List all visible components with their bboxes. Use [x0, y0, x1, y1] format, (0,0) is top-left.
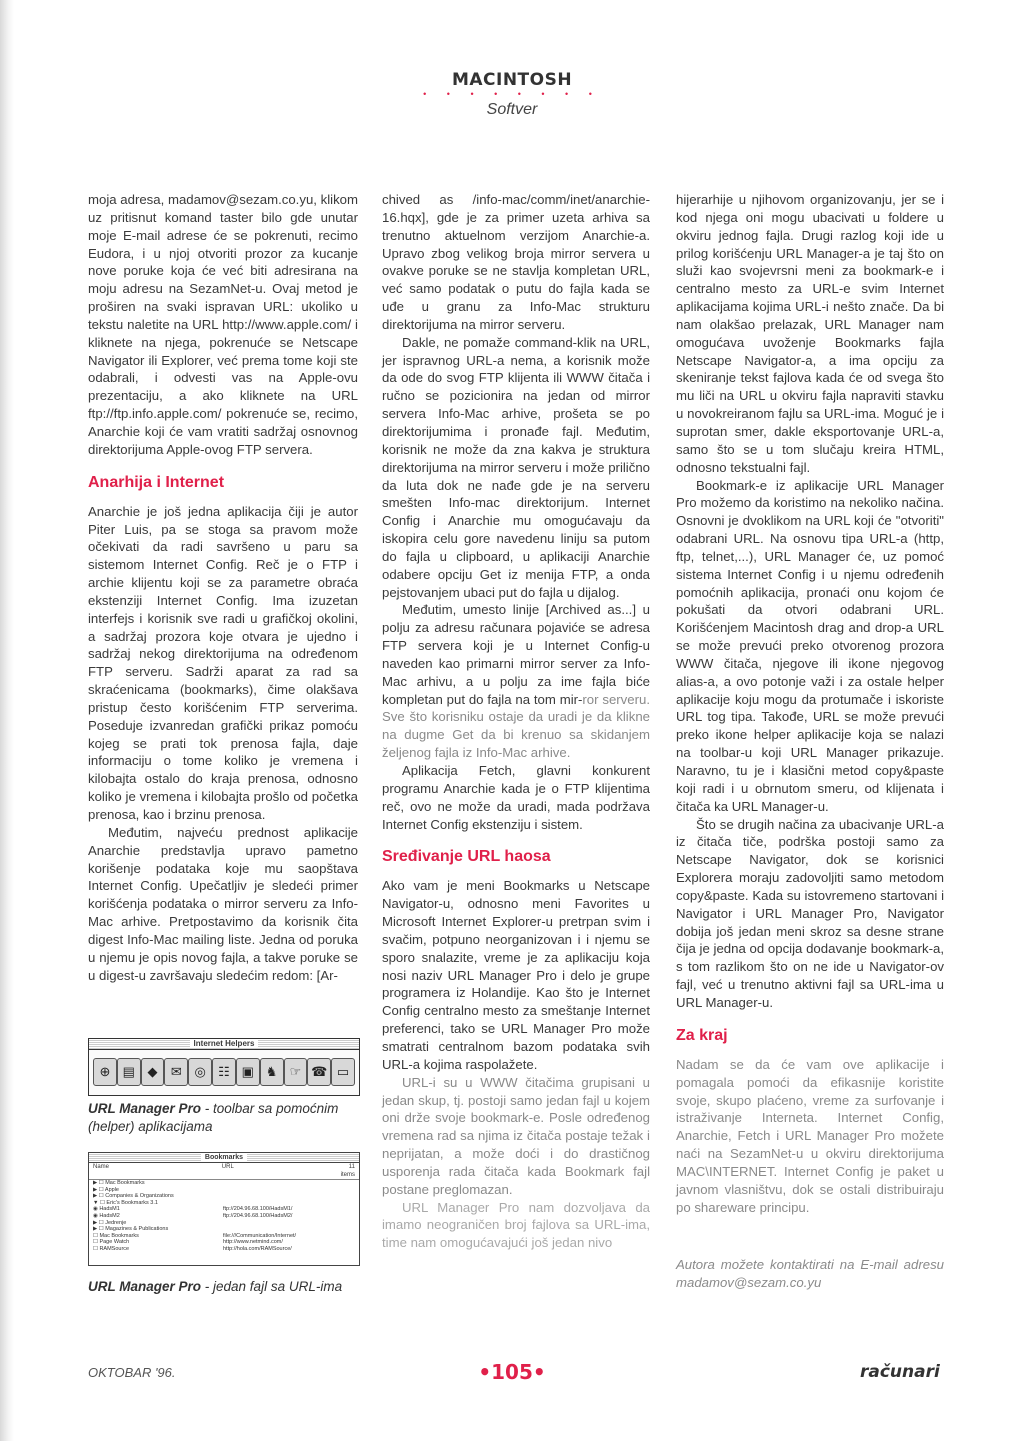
bookmark-loc [343, 1200, 355, 1207]
bookmark-row[interactable] [89, 1220, 359, 1227]
bookmarks-list [89, 1180, 359, 1253]
paragraph: Ako vam je meni Bookmarks u Netscape Navigator-u, odnosno meni Favorites u Microsoft Internet Explorer-u pretrpan svim i svačim, potpuno neorganizovan i i njemu se sporo snalazite, vreme je za aplikaciju koja nosi naziv URL Manager Pro i delo je grupe programera iz Holandije. Kao što je Internet Config centralno mesto za smeštanje Internet preferenci, tako se URL Manager Pro može smatrati centralnom bazom podataka svih URL-a kojima raspolažete. [382, 878, 650, 1072]
column-2 [382, 191, 650, 1252]
paragraph: Međutim, najveću prednost aplikacije Anarchie predstavlja upravo pametno korišenje podataka koje mu saopštava Internet Config. Upečatljiv je sledeći primer korišćenja podataka o mirror serveru za Info-Mac arhive. Pretpostavimo da korisnik čita digest Info-Mac mailing liste. Jedna od poruka u njemu je opis novog fajla, a takve poruke se u digest-u završavaju sledećim redom: [Ar- [88, 824, 358, 983]
phone-icon: ☎ [307, 1058, 331, 1086]
bookmark-row[interactable] [89, 1187, 359, 1194]
bookmark-row[interactable] [89, 1193, 359, 1200]
caption-text: - jedan fajl sa URL-ima [201, 1279, 343, 1294]
bookmark-name: ☐ Mac Bookmarks [93, 1232, 139, 1239]
hand-icon: ☞ [284, 1058, 308, 1086]
network-icon: ☷ [212, 1058, 236, 1086]
bookmark-url [223, 1193, 343, 1200]
bookmark-row[interactable] [89, 1239, 359, 1246]
bookmark-loc [343, 1220, 355, 1227]
folder-icon: ▤ [117, 1058, 141, 1086]
paragraph: URL-i su u WWW čitačima grupisani u jedan skup, tj. postoji samo jedan fajl u kojem oni drže svoje bookmark-e. Posle određenog vremena rad sa njima iz čitača postaje težak i neprijatan, a može doći i do drastičnog usporenja rada čitača kada Bookmark fajl postane preglomazan. [382, 1074, 650, 1197]
bookmark-name: ☐ RAMSource [93, 1245, 130, 1252]
bookmark-name: ▶ ☐ Mac Bookmarks [93, 1180, 145, 1186]
col-items: 11 items [340, 1164, 356, 1178]
caption-bookmarks [88, 1278, 358, 1296]
bookmark-loc [343, 1239, 355, 1246]
paragraph: Što se drugih načina za ubacivanje URL-a iz čitača tiče, podrška postoji samo za Netscape Navigator, dok se korisnici Explorera moraju zadovoljiti samo metodom copy&paste. Kada su istovremeno startovani i Navigator i URL Manager Pro, Navigator dobija još jedan meni skroz sa desne strane čija je jedna od opcija dodavanje bookmark-a, s tom razlikom što on ne ide u Navigator-ov fajl, već u trenutno aktivni fajl sa URL-ima u URL Manager-u. [676, 816, 944, 1010]
terminal-icon: ▣ [236, 1058, 260, 1086]
bookmark-name: ☐ Page Watch [93, 1239, 130, 1246]
bookmark-url [223, 1220, 343, 1227]
paragraph: moja adresa, madamov@sezam.co.yu, klikom uz pritisnut komand taster bilo gde unutar moje E-mail adrese će se pokrenuti, recimo Eudora, i u njoj otvoriti prozor za kucanje nove poruke koja će već biti adresirana na moju adresu na SezamNet-u. Ovaj metod je proširen na svaki ispravan URL: ukoliko u tekstu naletite na URL http://www.apple.com/ i kliknete na njega, pokrenuće se Netscape Navigator ili Explorer, već prema tome koji ste odabrali, i odvesti vas na Apple-ovu prezentaciju, a ako kliknete na URL ftp://ftp.info.apple.com/ pokrenuće se, recimo, Anarchie koji će vam vratiti sadržaj osnovnog direktorijuma Apple-ovog FTP servera. [88, 192, 358, 457]
toolbar-title: Internet Helpers [190, 1039, 259, 1048]
cat-icon: ♞ [260, 1058, 284, 1086]
caption-bold: URL Manager Pro [88, 1101, 202, 1116]
bookmark-name: ▶ ☐ Companies & Organizations [93, 1193, 174, 1200]
diamond-icon: ◆ [141, 1058, 165, 1086]
col-name: Name [93, 1164, 110, 1170]
paragraph: Dakle, ne pomaže command-klik na URL, jer ispravnog URL-a nema, a korisnik može da ode do svog FTP klijenta ili WWW čitača i ručno se pozicionira na jedan od mirror servera Info-Mac arhive, prošeta se po direktorijumima i pronađe fajl. Međutim, korisnik ne može da zna kakva je struktura direktorijuma na mirror serveru i može prilično da luta dok ne nađe gde je na serveru smešten Info-mac direktorijum. Internet Config i Anarchie mu omogućavaju da iskopira celu gore navedenu liniju sa putom do fajla u clipboard, u aplikaciji Anarchie odabere opciju Get iz menija FTP, a onda pejstovanjem ubaci put do fajla u dijalog. [382, 334, 650, 600]
bookmark-loc [343, 1180, 355, 1187]
column-1 [88, 191, 358, 984]
paragraph: hijerarhije u njihovom organizovanju, jer se i kod njega oni mogu ubacivati u foldere u okviru jednog fajla. Drugi razlog koji ide u prilog korišćenju URL Manager-a je taj što on služi kao svojevrsni meni za bookmark-e i centralno mesto za URL-e svim Internet aplikacijama kojima URL-i nešto znače. Da bi nam olakšao prelazak, URL Manager nam omogućava uvoženje Bookmarks fajla Netscape Navigator-a, a ima opciju za skeniranje tekst fajlova kada će od svega što mu liči na URL u okviru fajla napraviti stavku u novokreiranom fajlu sa URL-ima. Moguć je i suprotan smer, dakle eksportovanje URL-a, samo što se u tom slučaju kreira HTML, odnosno tekstualni fajl. [676, 192, 944, 475]
section-subtitle: Softver [486, 101, 538, 118]
bookmark-url [223, 1200, 343, 1207]
bookmark-name: ▶ ☐ Jedrenje [93, 1219, 127, 1226]
caption-bold: URL Manager Pro [88, 1279, 202, 1294]
bookmark-loc [343, 1233, 355, 1240]
bookmark-url: http://www.netmind.com/ [223, 1239, 283, 1246]
paragraph: Anarchie je još jedna aplikacija čiji je autor Piter Luis, pa se stoga sa pravom može očekivati da radi savršeno u paru sa sistemom Internet Config. Reč je o FTP i archie klijentu koji se za parametre obraća ekstenziji Internet Config. Ima izuzetan interfejs i korisnik sve radi u grafičkoj okolini, a sadržaj prozora koje otvara je ujedno i sadržaj nekog direktorijuma na određenom FTP serveru. Sadrži aparat za rad sa skraćenicama (bookmarks), čime olakšava pristup često korišćenim FTP serverima. Poseduje izvanredan grafički prikaz pomoću kojeg se prati tok prenosa fajla, daje informaciju o tome koliko je vremena i kilobajta ostalo do kraja prenosa, odnosno koliko je vremena i kilobajta prošlo od početka prenosa, kao i brzinu prenosa. [88, 503, 358, 822]
bookmark-row[interactable] [89, 1180, 359, 1187]
bookmark-row[interactable] [89, 1200, 359, 1207]
bookmark-row[interactable] [89, 1213, 359, 1220]
section-dots: • • • • • • • • [423, 89, 601, 99]
bookmark-name: ◉ HadsM1 [93, 1206, 120, 1213]
bookmark-name: ▶ ☐ Magazines & Publications [93, 1226, 169, 1233]
globe-icon: ◎ [188, 1058, 212, 1086]
paragraph: Bookmark-e iz aplikacije URL Manager Pro možemo da koristimo na nekoliko načina. Osnovni je dvoklikom na URL koji će "otvoriti" odabrani URL. Na osnovu tipa URL-a (http, ftp, telnet,...), URL Manager će, uz pomoć sistema Internet Config i u njemu određenih pomoćnih aplikacija, pronaći onu kojom će pokušati da otvori odabrani URL. Korišćenjem Macintosh drag and drop-a URL se može prevući preko otvorenog prozora WWW čitača, njegove ili ikone njegovog alias-a, a ovo potonje važi i za ostale helper aplikacije koju mogu da protumače i iskoriste URL tog tipa. Takođe, URL se može prevući preko ikone helper aplikacije koja se nalazi na toolbar-u koji URL Manager prikazuje. Naravno, tu je i klasični metod copy&paste koji radi i u obrnutom smeru, od klijenata i čitača ka URL Manager-u. [676, 477, 944, 814]
bookmarks-title: Bookmarks [201, 1154, 247, 1161]
page-number: •105• [478, 1360, 546, 1384]
bookmark-loc [343, 1213, 355, 1220]
mail-icon: ✉ [164, 1058, 188, 1086]
bookmark-url: ftp://204.96.68.100/HadsM2/ [223, 1212, 293, 1219]
bookmark-loc [343, 1187, 355, 1194]
bookmark-row[interactable] [89, 1206, 359, 1213]
bookmark-loc [343, 1246, 355, 1253]
bookmark-row[interactable] [89, 1233, 359, 1240]
bookmark-url: file:///Communication/Internet/ [223, 1232, 297, 1239]
bookmark-loc [343, 1226, 355, 1233]
paragraph-part-faded: ror serveru. Sve što korisniku ostaje da uradi je da klikne na dugme Get da bi krenuo sa skidanjem željenog fajla iz Info-Mac arhive. [382, 691, 650, 761]
internet-helpers-toolbar [88, 1038, 360, 1096]
toolbar-title-bar [89, 1039, 359, 1050]
bookmarks-window [88, 1152, 360, 1266]
bookmark-url: http://hola.com/RAMSource/ [223, 1245, 292, 1252]
bookmark-url [223, 1226, 343, 1233]
author-contact: Autora možete kontaktirati na E-mail adresu madamov@sezam.co.yu [676, 1257, 944, 1291]
paragraph: URL Manager Pro nam dozvoljava da imamo neograničen broj fajlova sa URL-ima, time nam omogućavajući još jedan nivo [382, 1199, 650, 1251]
column-3 [676, 191, 944, 1292]
bookmark-name: ▼ ☐ Eric's Bookmarks 3.1 [93, 1199, 158, 1206]
bookmark-row[interactable] [89, 1226, 359, 1233]
bookmark-url [223, 1187, 343, 1194]
bookmark-name: ◉ HadsM2 [93, 1212, 120, 1219]
issue-date: OKTOBAR '96. [88, 1365, 176, 1380]
bookmark-url [223, 1180, 343, 1187]
caption-text: - toolbar sa pomoćnim (helper) aplikacijama [88, 1101, 339, 1134]
page-spine-shadow [0, 0, 14, 1441]
bookmarks-title-bar [89, 1153, 359, 1163]
paragraph [382, 601, 650, 762]
toolbar-icons [89, 1050, 359, 1094]
section-title: MACINTOSH [451, 70, 573, 90]
heading-za-kraj: Za kraj [676, 1026, 728, 1044]
col-url: URL [221, 1164, 234, 1170]
bookmarks-header [89, 1163, 359, 1180]
paragraph: chived as /info-mac/comm/inet/anarchie-16.hqx], gde je za primer uzeta arhiva sa trenutno aktuelnom verzijom Anarchie-a. Upravo zbog velikog broja mirror servera u ovakve poruke se ne stavlja kompletan URL, već samo podatak o putu do fajla kada se uđe u granu za Info-Mac strukturu direktorijuma na mirror serveru. [382, 192, 650, 332]
heading-anarhija: Anarhija i Internet [88, 473, 225, 491]
magazine-logo: računari [860, 1362, 940, 1382]
bookmark-url: ftp://204.96.68.100/HadsM1/ [223, 1206, 293, 1213]
compass-icon: ⊕ [93, 1058, 117, 1086]
bookmark-loc [343, 1193, 355, 1200]
paragraph: Aplikacija Fetch, glavni konkurent programu Anarchie kada je o FTP klijentima reč, ovo ne može da uradi, mada podržava Internet Config ekstenziju i sistem. [382, 763, 650, 832]
paragraph-part: Međutim, umesto linije [Archived as...] u polju za adresu računara pojaviće se adresa FTP servera koji je u Internet Config-u naveden kao primarni mirror server za Info-Mac arhivu, a u polju za ime fajla biće kompletan put do fajla na tom mir- [382, 602, 650, 707]
heading-sredjivanje: Sređivanje URL haosa [382, 848, 551, 866]
window-icon: ▭ [331, 1058, 355, 1086]
bookmark-loc [343, 1206, 355, 1213]
paragraph: Nadam se da će vam ove aplikacije i pomagala pomoći da efikasnije koristite svoje, skupo plaćeno, vreme za surfovanje i istraživanje Interneta. Internet Config, Anarchie, Fetch i URL Manager Pro možete naći na SezamNet-u u okviru direktorijuma MAC\INTERNET. Internet Config je paket u javnom vlasništvu, dok se ostali distribuiraju po shareware principu. [676, 1056, 944, 1215]
bookmark-row[interactable] [89, 1246, 359, 1253]
caption-toolbar [88, 1100, 358, 1136]
bookmark-name: ▶ ☐ Apple [93, 1186, 119, 1193]
